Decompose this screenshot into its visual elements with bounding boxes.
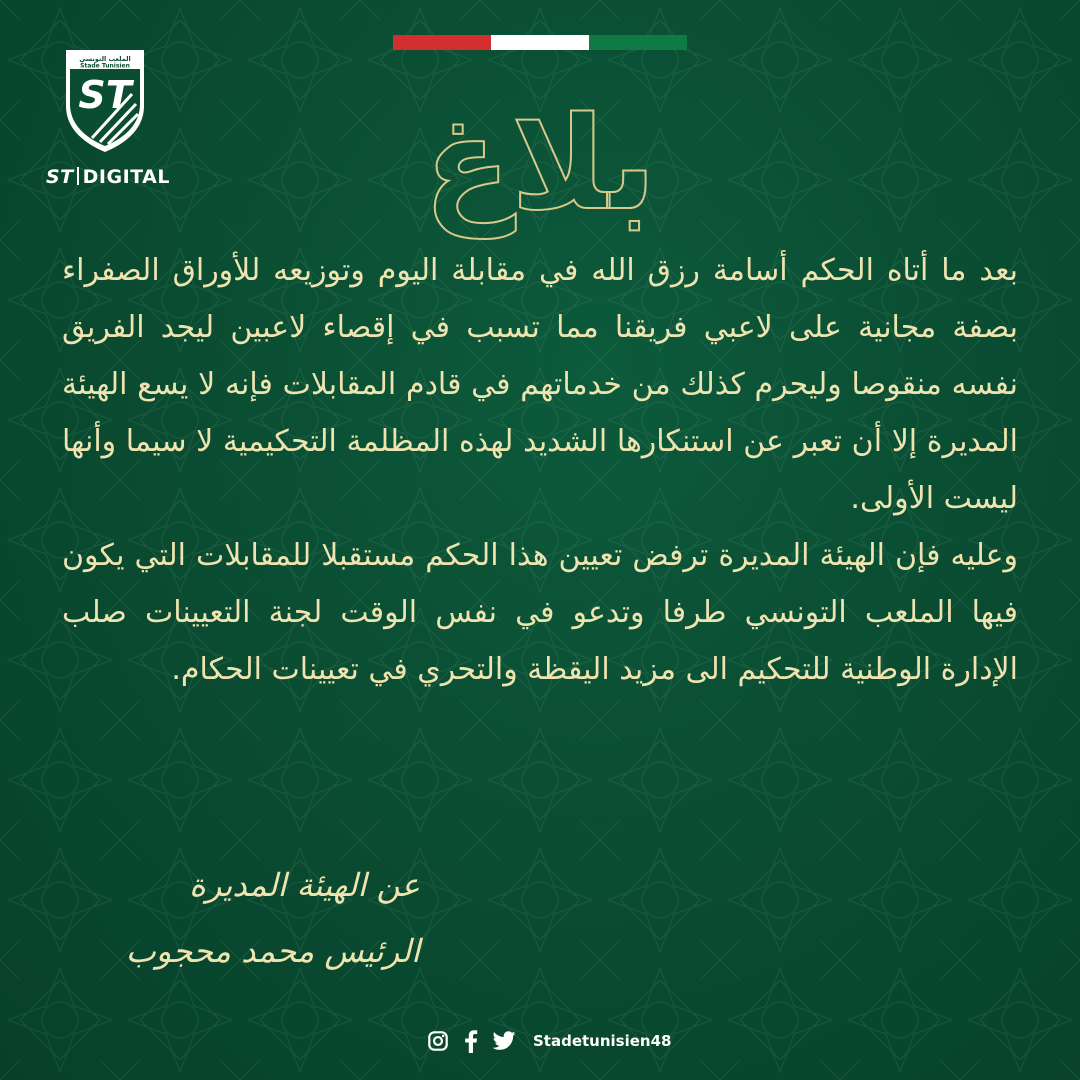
flag-red-segment bbox=[393, 35, 491, 50]
signature-line-board: عن الهيئة المديرة bbox=[189, 866, 420, 904]
twitter-icon[interactable] bbox=[492, 1029, 516, 1053]
signature-block bbox=[40, 852, 420, 984]
flag-green-segment bbox=[589, 35, 687, 50]
page-title: بلاغ bbox=[423, 90, 657, 239]
logo-mark: ST bbox=[78, 73, 132, 117]
logo-latin-name: Stade Tunisien bbox=[80, 62, 130, 70]
tricolor-bar bbox=[393, 35, 687, 50]
flag-white-segment bbox=[491, 35, 589, 50]
logo-arabic-name: الملعب التونسي bbox=[79, 55, 131, 63]
statement-body bbox=[62, 242, 1018, 698]
statement-paragraph-2: وعليه فإن الهيئة المديرة ترفض تعيين هذا الحكم مستقبلا للمقابلات التي يكون فيها الملعب التونسي طرفا وتدعو في نفس الوقت لجنة التعيينات صلب الإدارة الوطنية للتحكيم الى مزيد اليقظة والتحري في تعيينات الحكام. bbox=[62, 538, 1018, 687]
instagram-icon[interactable] bbox=[426, 1029, 450, 1053]
digital-word: DIGITAL bbox=[82, 166, 170, 188]
facebook-icon[interactable] bbox=[459, 1029, 483, 1053]
statement-paragraph-1: بعد ما أتاه الحكم أسامة رزق الله في مقابلة اليوم وتوزيعه للأوراق الصفراء بصفة مجانية على لاعبي فريقنا مما تسبب في إقصاء لاعبين ليجد الفريق نفسه منقوصا وليحرم كذلك من خدماتهم في قادم المقابلات فإنه لا يسع الهيئة المديرة إلا أن تعبر عن استنكارها الشديد لهذه المظلمة التحكيمية لا سيما وأنها ليست الأولى. bbox=[62, 253, 1018, 516]
signature-line-president: الرئيس محمد محجوب bbox=[125, 932, 420, 970]
digital-prefix: ST bbox=[46, 166, 74, 188]
social-links bbox=[426, 1026, 671, 1056]
social-handle[interactable]: Stadetunisien48 bbox=[533, 1032, 672, 1050]
